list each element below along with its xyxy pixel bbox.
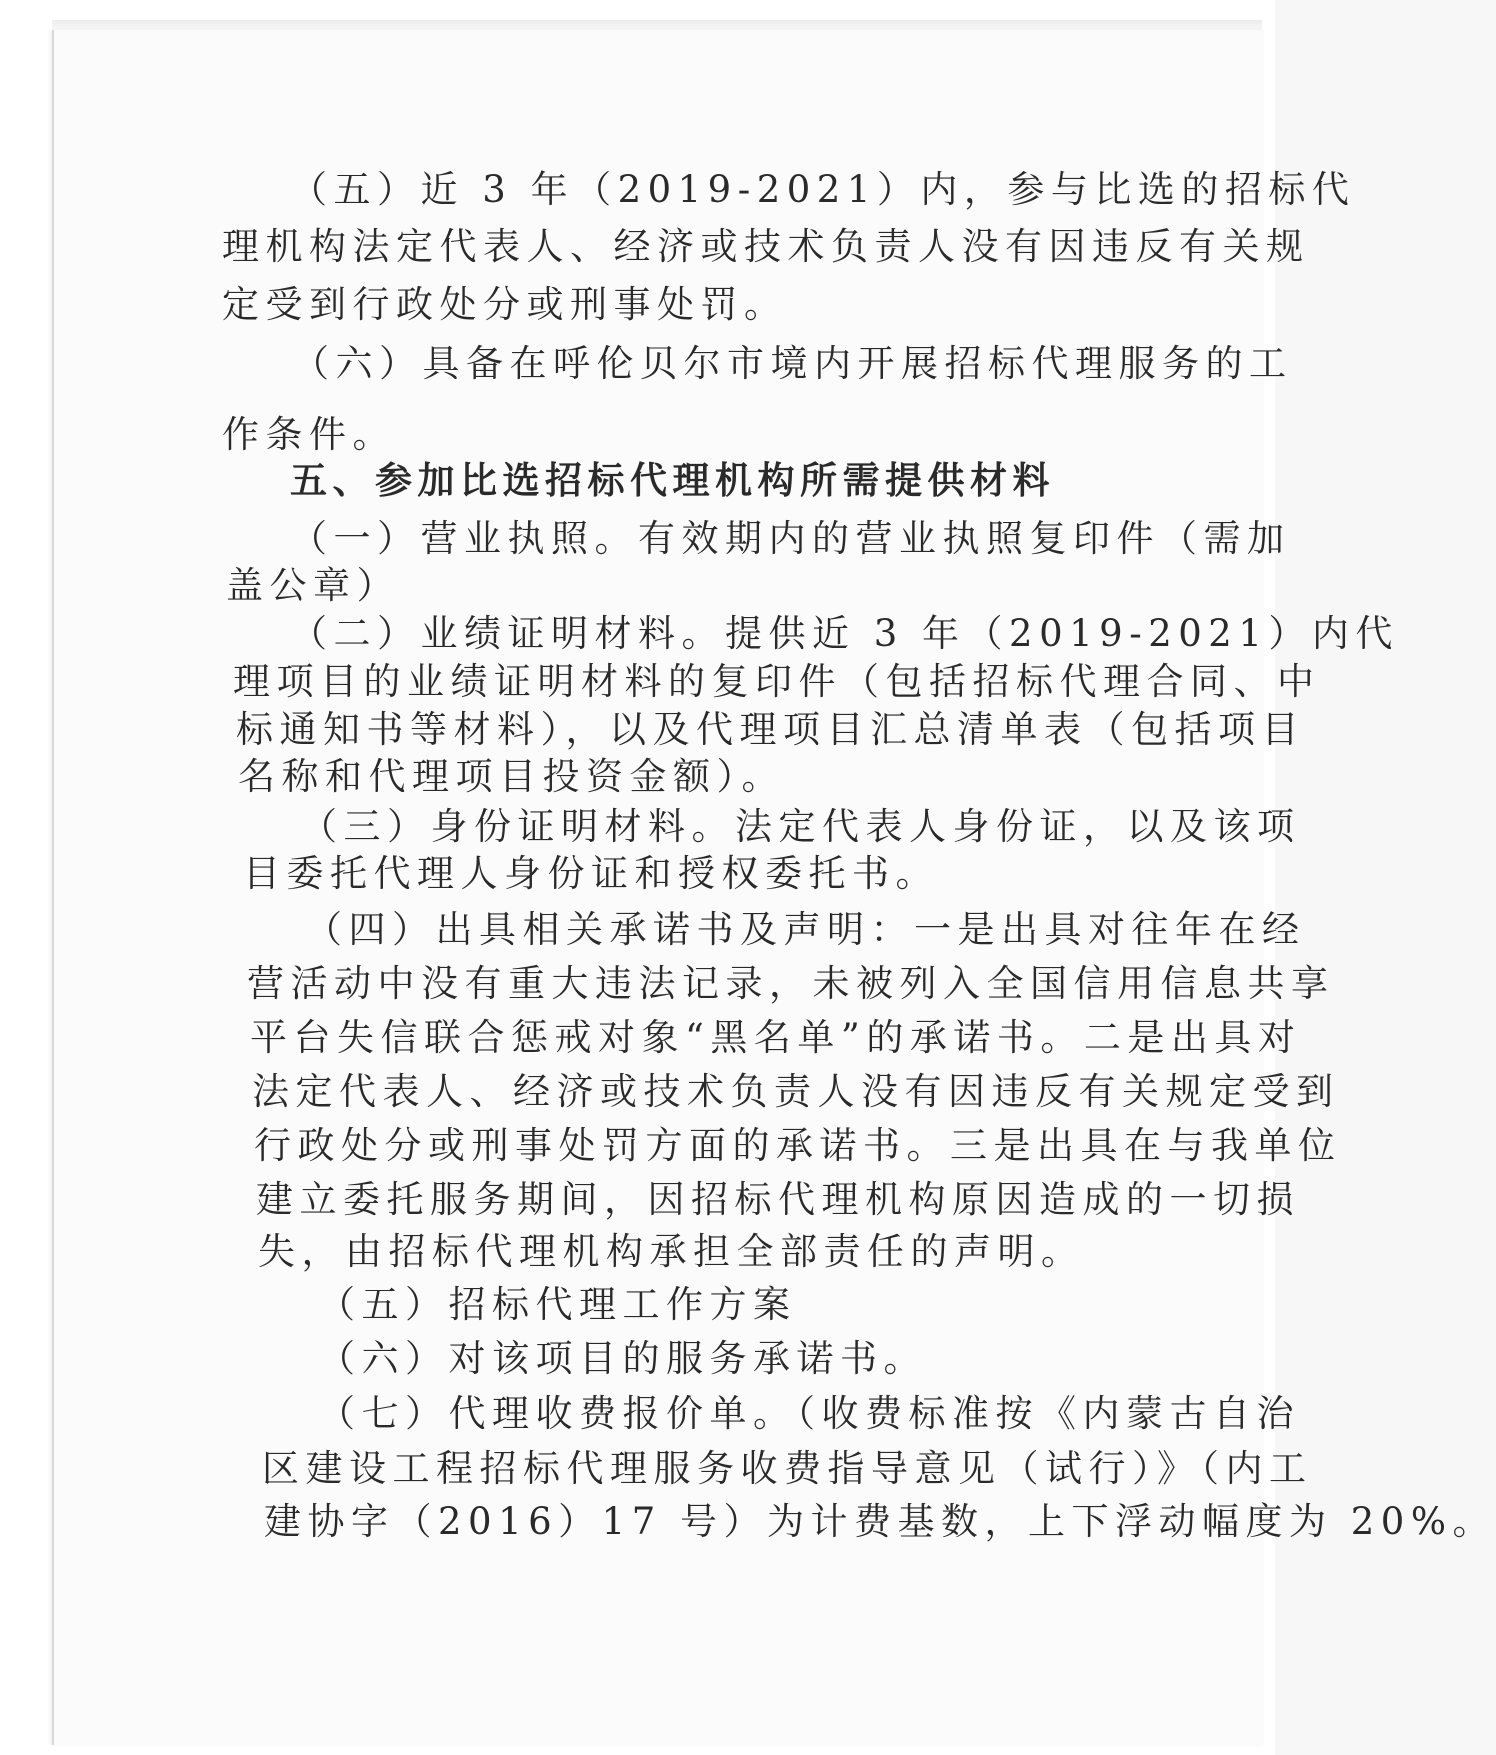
text-line: （四）出具相关承诺书及声明：一是出具对往年在经 bbox=[305, 908, 1306, 951]
text-line: 行政处分或刑事处罚方面的承诺书。三是出具在与我单位 bbox=[254, 1124, 1342, 1167]
section-heading: 五、参加比选招标代理机构所需提供材料 bbox=[290, 458, 1055, 502]
text-line: （三）身份证明材料。法定代表人身份证，以及该项 bbox=[300, 805, 1301, 848]
text-line: 法定代表人、经济或技术负责人没有因违反有关规定受到 bbox=[252, 1070, 1340, 1113]
text-line: 理项目的业绩证明材料的复印件（包括招标代理合同、中 bbox=[233, 660, 1321, 703]
text-line: （二）业绩证明材料。提供近 3 年（2019-2021）内代 bbox=[290, 612, 1399, 655]
text-line: 理机构法定代表人、经济或技术负责人没有因违反有关规 bbox=[222, 225, 1310, 268]
text-line: （五）近 3 年（2019-2021）内，参与比选的招标代 bbox=[290, 168, 1356, 211]
text-line: （六）对该项目的服务承诺书。 bbox=[318, 1337, 927, 1380]
text-line: （六）具备在呼伦贝尔市境内开展招标代理服务的工 bbox=[292, 342, 1293, 385]
text-line: 名称和代理项目投资金额）。 bbox=[238, 755, 785, 798]
text-line: 定受到行政处分或刑事处罚。 bbox=[222, 283, 788, 326]
text-line: 平台失信联合惩戒对象“黑名单”的承诺书。二是出具对 bbox=[250, 1016, 1302, 1059]
text-line: 标通知书等材料），以及代理项目汇总清单表（包括项目 bbox=[236, 708, 1305, 751]
text-line: 营活动中没有重大违法记录，未被列入全国信用信息共享 bbox=[247, 962, 1335, 1005]
text-line: 失，由招标代理机构承担全部责任的声明。 bbox=[258, 1230, 1085, 1273]
text-line: （七）代理收费报价单。（收费标准按《内蒙古自治 bbox=[318, 1392, 1300, 1435]
text-line: 建立委托服务期间，因招标代理机构原因造成的一切损 bbox=[256, 1178, 1300, 1221]
text-line: 盖公章） bbox=[226, 564, 400, 607]
text-line: （五）招标代理工作方案 bbox=[318, 1283, 797, 1326]
text-line: 建协字（2016）17 号）为计费基数，上下浮动幅度为 20%。 bbox=[264, 1500, 1496, 1543]
text-line: 目委托代理人身份证和授权委托书。 bbox=[243, 852, 939, 895]
text-line: （一）营业执照。有效期内的营业执照复印件（需加 bbox=[290, 517, 1291, 560]
text-line: 作条件。 bbox=[222, 413, 396, 456]
text-line: 区建设工程招标代理服务收费指导意见（试行）》（内工 bbox=[262, 1447, 1313, 1490]
